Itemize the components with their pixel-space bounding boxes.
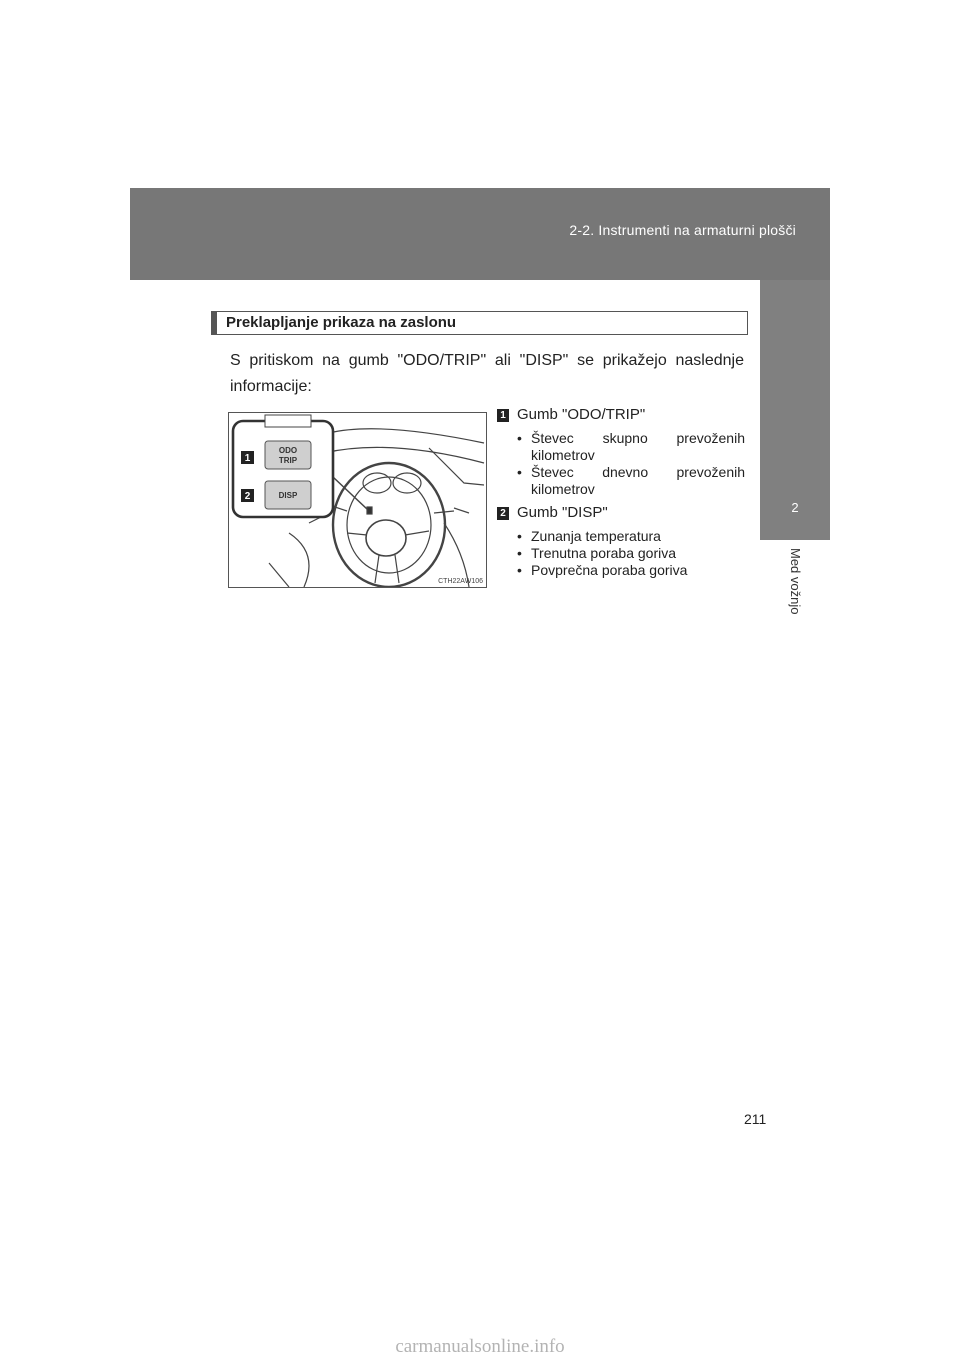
- odo-button-label-line2: TRIP: [278, 456, 298, 465]
- disp-bullets: [497, 528, 745, 579]
- odo-trip-bullets: [497, 430, 745, 498]
- list-item: • Povprečna poraba goriva: [517, 562, 745, 579]
- page-number: 211: [744, 1111, 767, 1127]
- chapter-tab-label: Med vožnjo: [788, 548, 803, 615]
- item-title: Gumb "ODO/TRIP": [517, 406, 646, 423]
- odo-button-label-line1: ODO: [278, 446, 298, 455]
- chapter-tab: [760, 280, 830, 540]
- intro-paragraph: S pritiskom na gumb "ODO/TRIP" ali "DISP" se prikažejo naslednje informacije:: [230, 352, 744, 395]
- section-heading-text: Preklapljanje prikaza na zaslonu: [226, 314, 457, 331]
- figure-code: CTH22AW106: [438, 578, 483, 585]
- heading-accent-bar: [212, 312, 217, 334]
- item-number-badge: 2: [497, 507, 509, 520]
- item-number-badge: 1: [497, 409, 509, 422]
- steering-wheel-illustration: [228, 412, 487, 588]
- steering-wheel-drawing: [229, 413, 486, 587]
- figure-label-1: 1: [244, 453, 251, 464]
- list-item: • Trenutna poraba goriva: [517, 545, 745, 562]
- header-band: [130, 188, 830, 280]
- list-item: • Števec skupno prevoženih kilometrov: [517, 430, 745, 464]
- item-odo-trip: [497, 404, 745, 426]
- section-heading: [211, 311, 748, 335]
- footer-watermark[interactable]: carmanualsonline.info: [395, 1336, 565, 1357]
- figure-label-2: 2: [244, 491, 251, 502]
- chapter-number: 2: [791, 500, 799, 515]
- list-item: • Števec dnevno prevoženih kilometrov: [517, 464, 745, 498]
- button-descriptions: [497, 404, 745, 579]
- list-item: • Zunanja temperatura: [517, 528, 745, 545]
- item-title: Gumb "DISP": [517, 504, 608, 521]
- disp-button-label: DISP: [278, 491, 298, 500]
- item-disp: [497, 502, 745, 524]
- chapter-title: 2-2. Instrumenti na armaturni plošči: [569, 222, 796, 238]
